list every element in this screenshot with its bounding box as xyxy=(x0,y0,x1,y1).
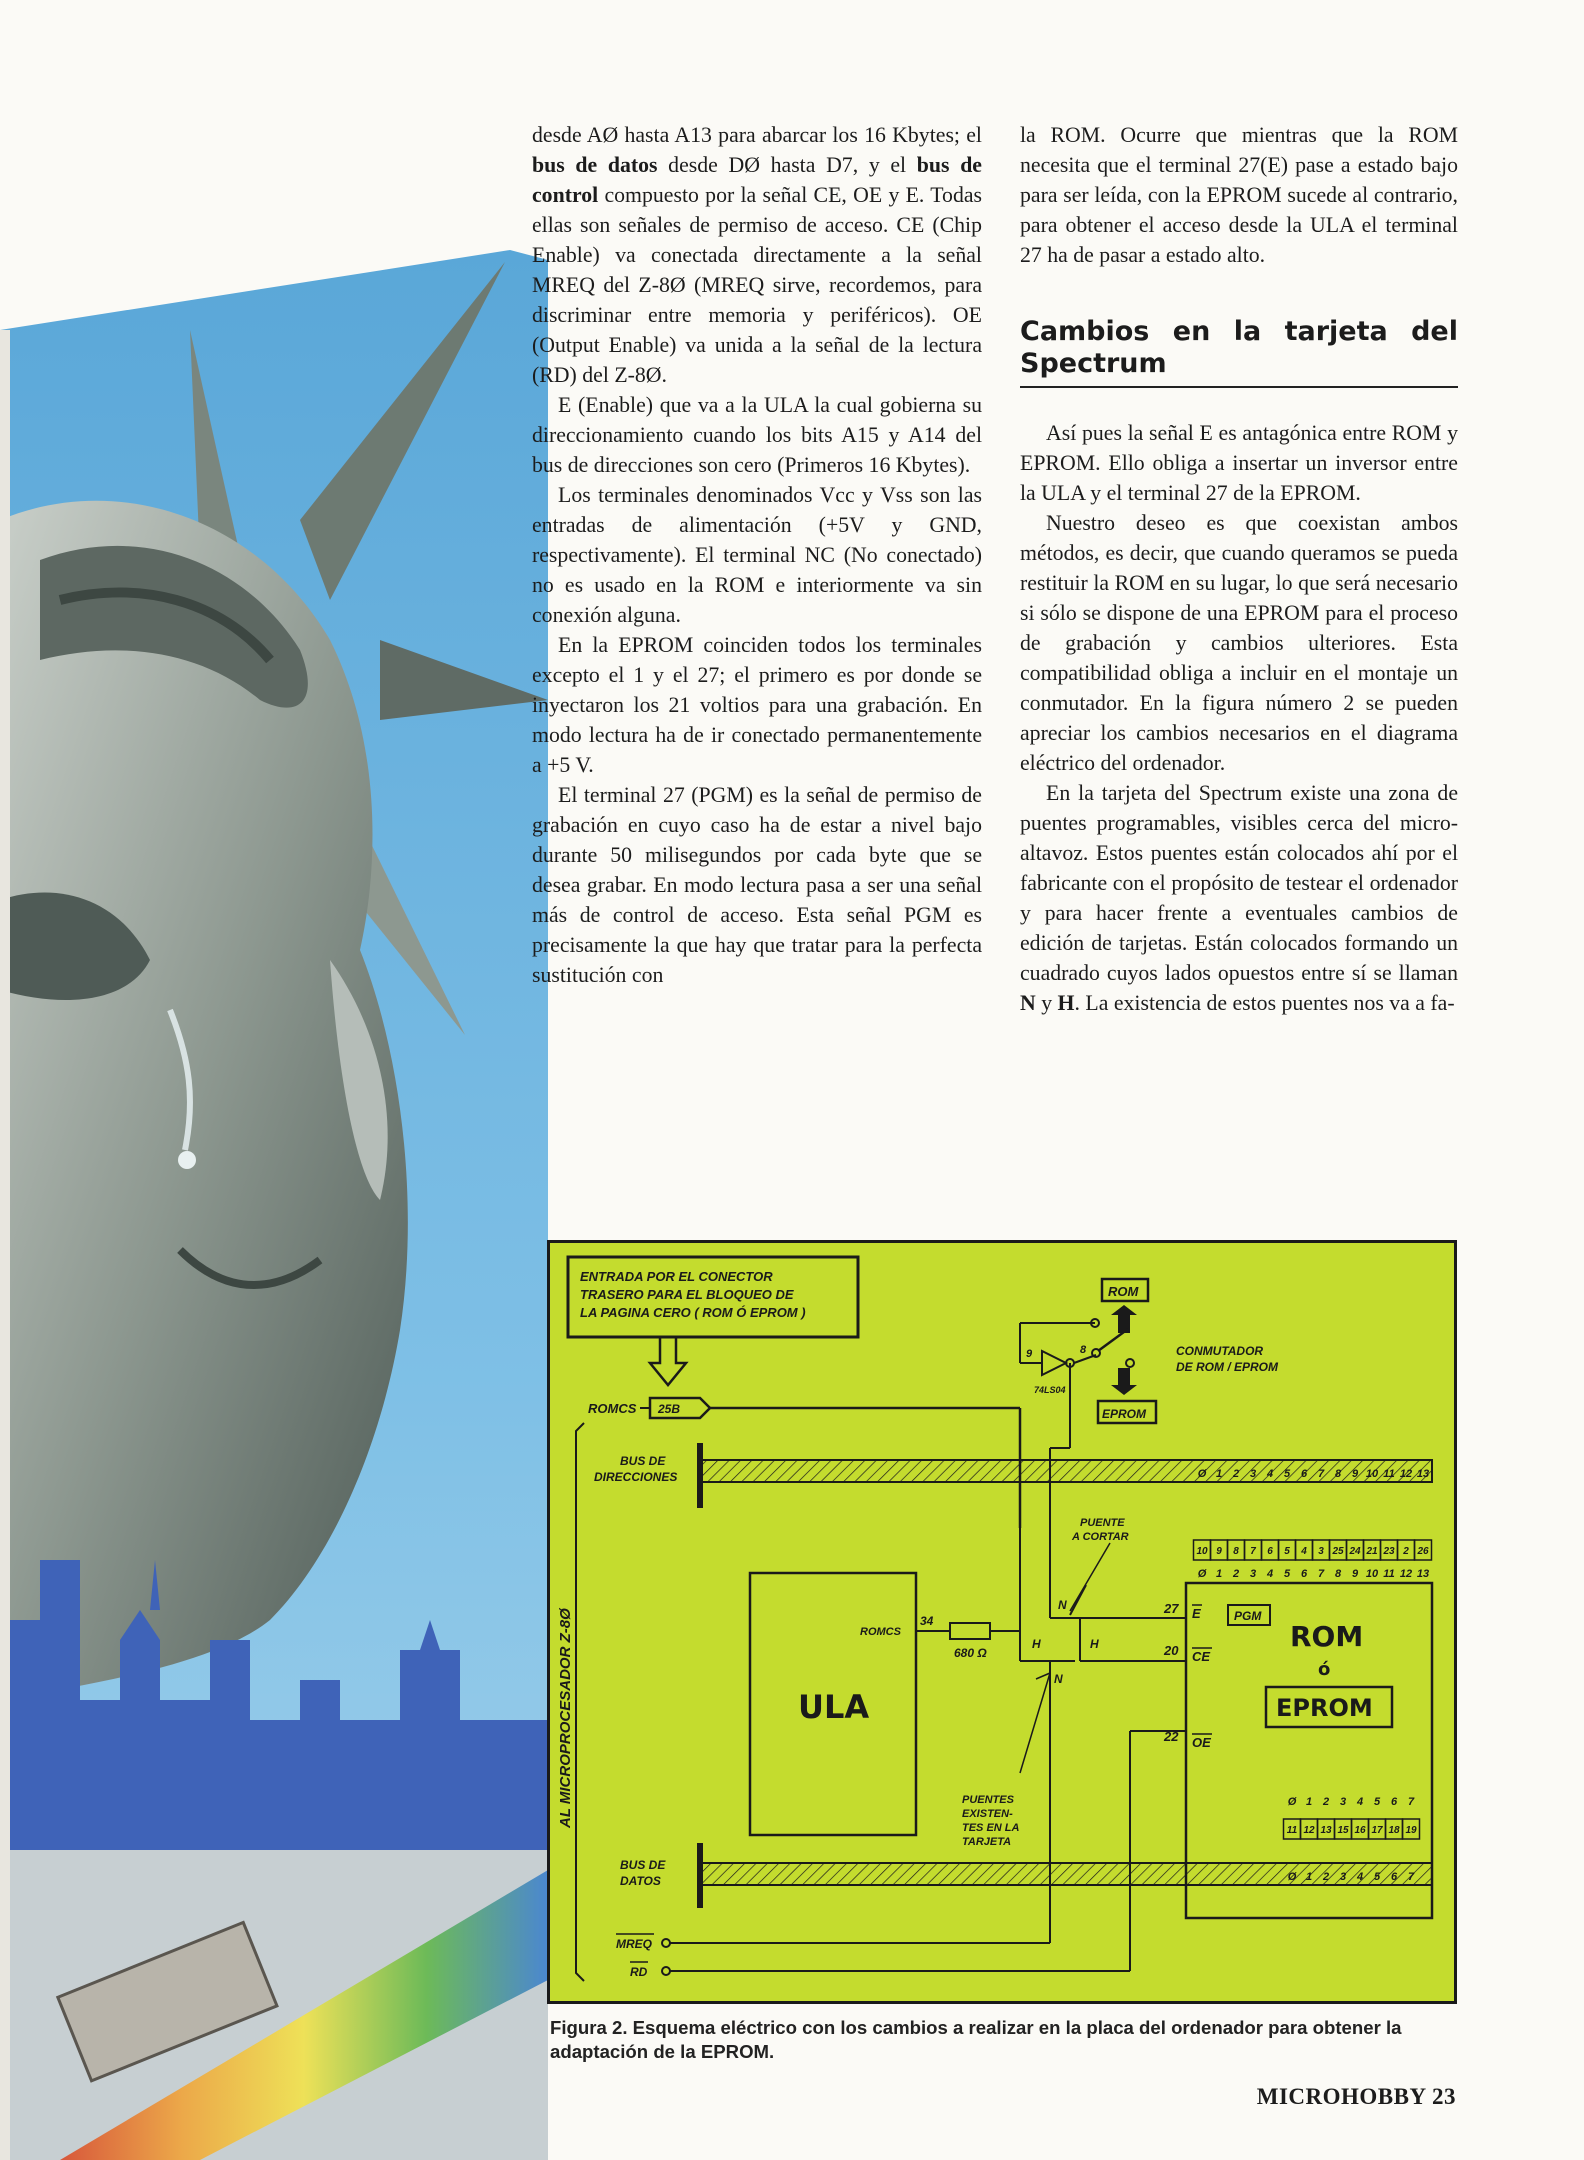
pin-number: 13 xyxy=(1320,1825,1332,1836)
section-heading: Cambios en la tarjeta del Spectrum xyxy=(1020,316,1458,388)
microprocessor-side-label: AL MICROPROCESADOR Z-8Ø xyxy=(557,1608,574,1828)
pin-label: 22 xyxy=(1164,1729,1179,1744)
pin-number: 24 xyxy=(1349,1546,1361,1557)
up-arrow-icon xyxy=(1111,1305,1137,1333)
pin-label: 8 xyxy=(1080,1344,1087,1356)
bridge-h-label: H xyxy=(1032,1637,1041,1651)
eprom-box-label: EPROM xyxy=(1102,1407,1147,1421)
bit-label: 11 xyxy=(1383,1568,1395,1580)
romcs-label: ROMCS xyxy=(860,1626,901,1638)
bit-label: 7 xyxy=(1407,1871,1415,1883)
bit-label: 9 xyxy=(1351,1568,1359,1580)
data-pin-labels xyxy=(1284,1819,1420,1839)
text-column-right xyxy=(1020,120,1458,1018)
bit-label: 10 xyxy=(1365,1568,1379,1580)
chip-eprom-label: EPROM xyxy=(1276,1694,1373,1722)
resistor-label: 680 Ω xyxy=(954,1646,987,1660)
paragraph: E (Enable) que va a la ULA la cual gobierna su direccionamiento cuando los bits A15 y A14 del bus de direcciones son cero (Primeros 16 Kbytes). xyxy=(532,393,982,477)
pin-number: 15 xyxy=(1337,1825,1349,1836)
pin-label: 25B xyxy=(658,1402,681,1416)
bit-label: 5 xyxy=(1373,1796,1381,1808)
bit-label: 10 xyxy=(1365,1468,1379,1480)
bridge-n-label: N xyxy=(1058,1598,1067,1612)
pin-number: 18 xyxy=(1388,1825,1400,1836)
bit-label: 11 xyxy=(1383,1468,1395,1480)
bit-label: Ø xyxy=(1197,1468,1207,1480)
rom-box-label: ROM xyxy=(1108,1284,1139,1299)
bit-label: 5 xyxy=(1373,1871,1381,1883)
ula-label: ULA xyxy=(798,1688,870,1726)
bit-label: 1 xyxy=(1215,1468,1223,1480)
inverter-label: 74LS04 xyxy=(1034,1385,1066,1395)
entrada-label-line: ENTRADA POR EL CONECTOR xyxy=(580,1269,773,1284)
bridge-h-label: H xyxy=(1090,1637,1099,1651)
bit-label: 3 xyxy=(1339,1871,1347,1883)
puente-label: A CORTAR xyxy=(1072,1531,1129,1543)
pin-number: 9 xyxy=(1216,1546,1222,1557)
bit-label: 4 xyxy=(1356,1871,1364,1883)
pin-number: 3 xyxy=(1318,1546,1324,1557)
statue-of-liberty-illustration xyxy=(0,0,548,2160)
resistor xyxy=(950,1623,990,1639)
puente-label: PUENTE xyxy=(1080,1517,1125,1529)
chip-or-label: ó xyxy=(1318,1659,1331,1680)
pin-label: 9 xyxy=(1026,1348,1033,1360)
entrada-label-line: TRASERO PARA EL BLOQUEO DE xyxy=(580,1287,794,1302)
pin-number: 12 xyxy=(1303,1825,1315,1836)
chip-address-bits xyxy=(1198,1568,1429,1580)
bit-label: 6 xyxy=(1300,1468,1308,1480)
schematic-figure xyxy=(547,1240,1457,2004)
bit-label: 13 xyxy=(1416,1468,1430,1480)
puentes-label: TARJETA xyxy=(962,1836,1012,1848)
bit-label: 8 xyxy=(1334,1468,1342,1480)
puente-cut-arrow xyxy=(1070,1585,1086,1615)
paragraph: Nuestro deseo es que coexistan ambos métodos, es decir, que cuando queramos se pueda restituir la ROM en su lugar, lo que será necesario si sólo se dispone de una EPROM para el proceso de grabación y cambios ulteriores. Esta compatibilidad obliga a incluir en el montaje un conmutador. En la figura número 2 se pueden apreciar los cambios necesarios en el diagrama eléctrico del ordenador. xyxy=(1020,511,1458,775)
pin-label: 20 xyxy=(1164,1643,1179,1658)
down-arrow-icon xyxy=(650,1337,686,1385)
bit-label: 5 xyxy=(1283,1468,1291,1480)
bit-label: 8 xyxy=(1334,1568,1342,1580)
pin-number: 26 xyxy=(1417,1546,1429,1557)
schematic-diagram xyxy=(550,1243,1454,2001)
bit-label: 1 xyxy=(1305,1796,1313,1808)
bit-label: 2 xyxy=(1232,1468,1240,1480)
pin-number: 19 xyxy=(1405,1825,1417,1836)
pin-number: 25 xyxy=(1332,1546,1344,1557)
ce-signal-label: CE xyxy=(1192,1649,1211,1664)
bit-label: 3 xyxy=(1339,1796,1347,1808)
page-footer xyxy=(1240,2084,1456,2110)
figure-caption: Figura 2. Esquema eléctrico con los cambios a realizar en la placa del ordenador para obtener la adaptación de la EPROM. xyxy=(550,2017,1402,2062)
chip-data-bits xyxy=(1288,1796,1415,1808)
bus-label: DIRECCIONES xyxy=(594,1470,678,1484)
side-bracket xyxy=(576,1423,584,1981)
pin-number: 7 xyxy=(1250,1546,1256,1557)
bit-label: 1 xyxy=(1305,1871,1313,1883)
switch-lever xyxy=(1098,1329,1128,1351)
romcs-label: ROMCS xyxy=(588,1401,637,1416)
bit-label: 5 xyxy=(1283,1568,1291,1580)
puentes-label: TES EN LA xyxy=(962,1822,1020,1834)
pin-number: 21 xyxy=(1366,1546,1378,1557)
bit-label: 4 xyxy=(1266,1568,1274,1580)
pin-label: 34 xyxy=(920,1614,934,1628)
bit-label: 6 xyxy=(1390,1796,1398,1808)
oe-signal-label: OE xyxy=(1192,1735,1211,1750)
entrada-label-line: LA PAGINA CERO ( ROM Ó EPROM ) xyxy=(580,1305,806,1320)
bit-label: 2 xyxy=(1322,1871,1330,1883)
puentes-label: EXISTEN- xyxy=(962,1808,1013,1820)
paragraph: Así pues la señal E es antagónica entre ROM y EPROM. Ello obliga a insertar un inversor entre la ULA y el terminal 27 de la EPROM. xyxy=(1020,421,1458,505)
bus-label: DATOS xyxy=(620,1874,661,1888)
inverter-gate xyxy=(1042,1351,1066,1375)
bit-label: Ø xyxy=(1287,1796,1297,1808)
conmutador-label: DE ROM / EPROM xyxy=(1176,1360,1279,1374)
bit-label: Ø xyxy=(1197,1568,1207,1580)
bit-label: 7 xyxy=(1407,1796,1415,1808)
bit-label: 12 xyxy=(1399,1568,1413,1580)
pin-number: 6 xyxy=(1267,1546,1273,1557)
bit-label: 3 xyxy=(1249,1568,1257,1580)
bit-label: 12 xyxy=(1399,1468,1413,1480)
bit-label: 4 xyxy=(1266,1468,1274,1480)
paragraph: El terminal 27 (PGM) es la señal de permiso de grabación en cuyo caso ha de estar a nivel bajo durante 50 milisegundos por cada byte que se desea grabar. En modo lectura pasa a ser una señal más de control de acceso. Esta señal PGM es precisamente la que hay que tratar para la perfecta sustitución con xyxy=(532,783,982,987)
pin-number: 2 xyxy=(1403,1546,1409,1557)
conmutador-label: CONMUTADOR xyxy=(1176,1344,1264,1358)
paragraph: En la tarjeta del Spectrum existe una zona de puentes programables, visibles cerca del micro-altavoz. Estos puentes están colocados ahí por el fabricante con el propósito de testear el ordenador y para hacer frente a eventuales cambios de edición de tarjetas. Están colocados formando un cuadrado cuyos lados opuestos entre sí se llaman N y H. La existencia de estos puentes nos va a fa- xyxy=(1020,781,1458,1015)
page-number: 23 xyxy=(1432,2084,1456,2109)
bus-label: BUS DE xyxy=(620,1858,666,1872)
bit-label: 6 xyxy=(1390,1871,1398,1883)
bit-label: 7 xyxy=(1317,1468,1325,1480)
chip-rom-label: ROM xyxy=(1290,1620,1364,1653)
text-column-left xyxy=(532,120,982,990)
pin-number: 4 xyxy=(1301,1546,1307,1557)
bit-label: 1 xyxy=(1215,1568,1223,1580)
e-signal-label: E xyxy=(1192,1606,1201,1621)
pin-number: 16 xyxy=(1354,1825,1366,1836)
pin-number: 5 xyxy=(1284,1546,1290,1557)
bit-label: 3 xyxy=(1249,1468,1257,1480)
bit-label: 2 xyxy=(1232,1568,1240,1580)
magazine-name: MICROHOBBY xyxy=(1256,2084,1426,2109)
pin-number: 10 xyxy=(1196,1546,1208,1557)
bus-label: BUS DE xyxy=(620,1454,666,1468)
pgm-label: PGM xyxy=(1234,1609,1262,1623)
bit-label: 9 xyxy=(1351,1468,1359,1480)
paragraph: la ROM. Ocurre que mientras que la ROM necesita que el terminal 27(E) pase a estado bajo para ser leída, con la EPROM sucede al contrario, para obtener el acceso desde la ULA el terminal 27 ha de pasar a estado alto. xyxy=(1020,123,1458,267)
down-arrow-icon xyxy=(1111,1368,1137,1395)
bit-label: 2 xyxy=(1322,1796,1330,1808)
paragraph: En la EPROM coinciden todos los terminales excepto el 1 y el 27; el primero es por donde se inyectaron los 21 voltios para una grabación. En modo lectura ha de ir conectado permanentemente a +5 V. xyxy=(532,633,982,777)
pin-number: 11 xyxy=(1286,1825,1298,1836)
bit-label: Ø xyxy=(1287,1871,1297,1883)
pin-number: 23 xyxy=(1383,1546,1395,1557)
bit-label: 4 xyxy=(1356,1796,1364,1808)
paragraph: Los terminales denominados Vcc y Vss son las entradas de alimentación (+5V y GND, respectivamente). El terminal NC (No conectado) no es usado en la ROM e interiormente va sin conexión alguna. xyxy=(532,483,982,627)
bit-label: 6 xyxy=(1300,1568,1308,1580)
bridge-n-label: N xyxy=(1054,1672,1063,1686)
address-pin-labels xyxy=(1194,1540,1432,1560)
paragraph: desde AØ hasta A13 para abarcar los 16 Kbytes; el bus de datos desde DØ hasta D7, y el bus de control compuesto por la señal CE, OE y E. Todas ellas son señales de permiso de acceso. CE (Chip Enable) va conectada directamente a la señal MREQ del Z-8Ø (MREQ sirve, recordemos, para discriminar entre memoria y periféricos). OE (Output Enable) va unida a la señal de la lectura (RD) del Z-8Ø. xyxy=(532,123,982,387)
pin-number: 17 xyxy=(1371,1825,1383,1836)
bit-label: 13 xyxy=(1416,1568,1430,1580)
mreq-label: MREQ xyxy=(616,1937,652,1951)
rd-label: RD xyxy=(630,1965,648,1979)
puentes-label: PUENTES xyxy=(962,1794,1014,1806)
bit-label: 7 xyxy=(1317,1568,1325,1580)
pin-number: 8 xyxy=(1233,1546,1239,1557)
pin-label: 27 xyxy=(1164,1601,1179,1616)
